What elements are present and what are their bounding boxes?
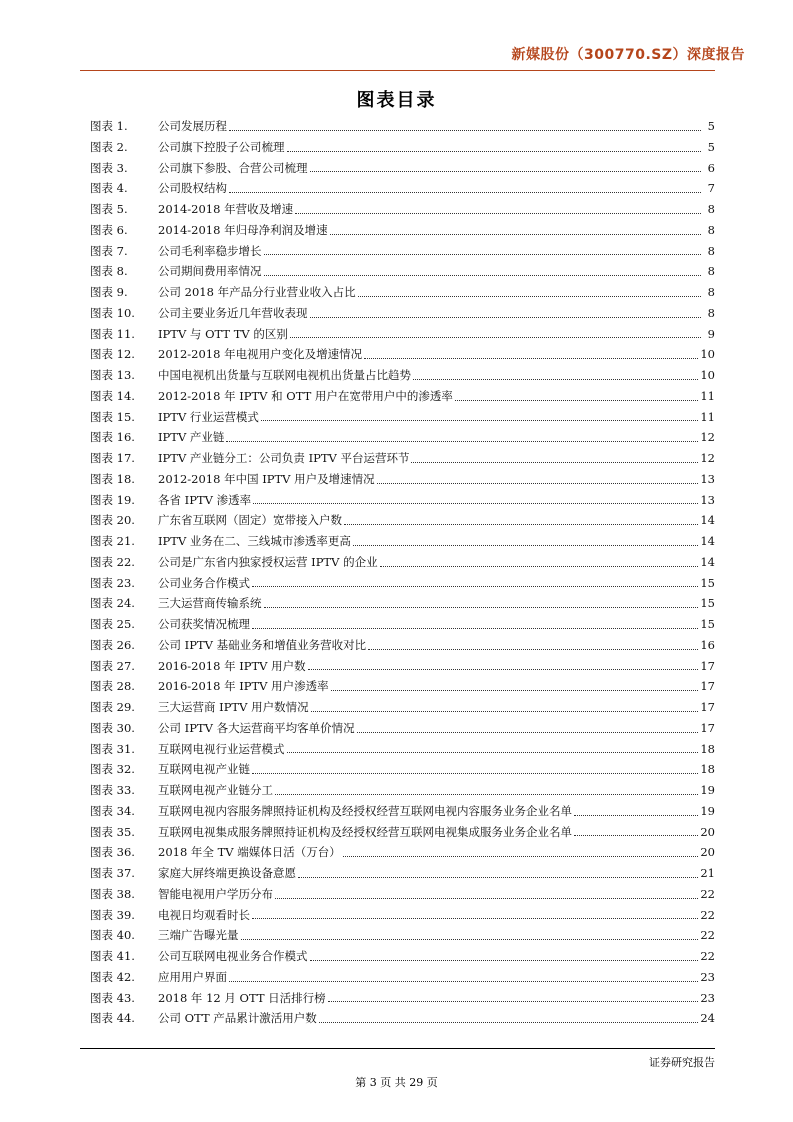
toc-entry[interactable]: [90, 324, 715, 345]
toc-entry-leader: [298, 877, 698, 878]
toc-entry-leader: [229, 981, 698, 982]
toc-entry-leader: [368, 649, 698, 650]
toc-entry-label: 图表 30.: [90, 720, 135, 735]
toc-entry-page: 18: [700, 741, 715, 756]
toc-entry-page: 19: [700, 783, 715, 797]
toc-entry-page: 8: [707, 202, 715, 216]
toc-entry-leader: [455, 400, 698, 401]
toc-entry-label: 图表 5.: [90, 202, 128, 216]
toc-entry[interactable]: [90, 884, 715, 905]
toc-entry-title: 公司获奖情况梳理: [158, 617, 250, 631]
toc-entry-leader: [287, 151, 702, 152]
toc-entry-title: 公司业务合作模式: [158, 575, 250, 590]
toc-entry-title: 公司期间费用率情况: [158, 264, 262, 279]
toc-entry-page: 12: [700, 451, 715, 465]
toc-entry-title: 电视日均观看时长: [158, 907, 250, 922]
toc-entry-label: 图表 24.: [90, 596, 135, 611]
toc-entry-leader: [264, 275, 702, 276]
toc-entry-title: 公司股权结构: [158, 181, 227, 196]
toc-entry-title: 2012-2018 年中国 IPTV 用户及增速情况: [158, 471, 375, 486]
toc-entry[interactable]: [90, 469, 715, 490]
toc-entry-title: 2012-2018 年 IPTV 和 OTT 用户在宽带用户中的渗透率: [158, 388, 453, 403]
toc-entry[interactable]: [90, 614, 715, 635]
toc-entry-title: 家庭大屏终端更换设备意愿: [158, 866, 296, 880]
toc-entry-title: 互联网电视产业链分工: [158, 783, 273, 797]
toc-entry-label: 图表 20.: [90, 513, 135, 528]
toc-entry-leader: [330, 234, 701, 235]
toc-entry-title: 2016-2018 年 IPTV 用户数: [158, 658, 306, 673]
toc-entry-title: 三端广告曝光量: [158, 928, 239, 943]
footer-divider: [80, 1048, 715, 1049]
toc-entry[interactable]: [90, 427, 715, 448]
toc-entry-title: 公司毛利率稳步增长: [158, 243, 262, 258]
toc-entry-page: 20: [700, 824, 715, 839]
toc-entry-leader: [295, 213, 701, 214]
toc-entry-page: 17: [700, 679, 715, 694]
toc-entry-title: IPTV 产业链: [158, 430, 225, 445]
toc-entry-title: 2018 年 12 月 OTT 日活排行榜: [158, 990, 326, 1005]
toc-entry-page: 5: [707, 119, 715, 133]
toc-entry-label: 图表 25.: [90, 617, 135, 631]
footer-page-number: 第 3 页 共 29 页: [355, 1076, 438, 1089]
toc-entry-title: 2012-2018 年电视用户变化及增速情况: [158, 347, 363, 362]
toc-entry-leader: [310, 171, 702, 172]
toc-entry-title: 公司旗下控股子公司梳理: [158, 139, 285, 154]
toc-entry-label: 图表 2.: [90, 139, 128, 154]
toc-entry-leader: [261, 420, 698, 421]
toc-entry[interactable]: [90, 282, 715, 303]
toc-entry-title: 应用用户界面: [158, 969, 227, 984]
toc-entry-leader: [413, 379, 698, 380]
toc-entry[interactable]: [90, 137, 715, 158]
toc-entry-title: 智能电视用户学历分布: [158, 886, 273, 901]
toc-entry-page: 17: [700, 720, 715, 735]
toc-entry-page: 8: [707, 285, 715, 299]
toc-entry-leader: [226, 441, 698, 442]
toc-entry-label: 图表 6.: [90, 222, 128, 237]
toc-entry-label: 图表 12.: [90, 347, 135, 362]
toc-entry-leader: [290, 337, 701, 338]
toc-entry-page: 6: [707, 160, 715, 175]
toc-entry-title: 公司 OTT 产品累计激活用户数: [158, 1011, 317, 1026]
toc-entry[interactable]: [90, 718, 715, 739]
toc-entry-page: 8: [707, 264, 715, 279]
toc-entry-label: 图表 15.: [90, 409, 135, 424]
toc-entry-page: 13: [700, 492, 715, 507]
toc-entry-label: 图表 8.: [90, 264, 128, 279]
toc-entry[interactable]: [90, 407, 715, 428]
toc-entry[interactable]: [90, 842, 715, 863]
toc-entry[interactable]: [90, 988, 715, 1009]
toc-entry-page: 21: [700, 866, 715, 880]
toc-entry-page: 24: [700, 1011, 715, 1026]
toc-entry-leader: [308, 669, 699, 670]
toc-entry-label: 图表 33.: [90, 783, 135, 797]
toc-entry-label: 图表 11.: [90, 326, 135, 341]
toc-entry-title: IPTV 与 OTT TV 的区别: [158, 326, 288, 341]
toc-entry-label: 图表 22.: [90, 554, 135, 569]
toc-entry[interactable]: [90, 573, 715, 594]
toc-entry[interactable]: [90, 490, 715, 511]
toc-entry-page: 11: [700, 388, 715, 403]
toc-entry-page: 23: [700, 969, 715, 984]
toc-entry-page: 16: [700, 637, 715, 652]
toc-entry-label: 图表 31.: [90, 741, 135, 756]
toc-entry-page: 14: [700, 513, 715, 528]
toc-entry-label: 图表 34.: [90, 803, 135, 818]
toc-entry[interactable]: [90, 1008, 715, 1029]
toc-entry-leader: [310, 317, 702, 318]
toc-entry-page: 22: [700, 928, 715, 943]
toc-entry-title: IPTV 产业链分工：公司负责 IPTV 平台运营环节: [158, 451, 410, 465]
toc-entry-page: 17: [700, 658, 715, 673]
toc-entry-label: 图表 43.: [90, 990, 135, 1005]
toc-entry-label: 图表 13.: [90, 368, 135, 382]
toc-entry[interactable]: [90, 739, 715, 760]
toc-entry-leader: [328, 1001, 699, 1002]
toc-entry[interactable]: [90, 178, 715, 199]
toc-entry[interactable]: [90, 759, 715, 780]
toc-entry-leader: [344, 524, 698, 525]
toc-entry-title: 互联网电视行业运营模式: [158, 741, 285, 756]
toc-entry-label: 图表 35.: [90, 824, 135, 839]
toc-entry[interactable]: [90, 946, 715, 967]
toc-entry-leader: [264, 254, 702, 255]
toc-entry-leader: [353, 545, 698, 546]
toc-entry[interactable]: [90, 552, 715, 573]
toc-entry[interactable]: [90, 822, 715, 843]
toc-entry-page: 15: [700, 596, 715, 611]
toc-entry-title: 公司旗下参股、合营公司梳理: [158, 160, 308, 175]
toc-entry-label: 图表 38.: [90, 886, 135, 901]
toc-entry[interactable]: [90, 925, 715, 946]
toc-entry-title: IPTV 行业运营模式: [158, 409, 259, 424]
toc-entry-page: 17: [700, 700, 715, 714]
toc-entry-leader: [275, 898, 698, 899]
toc-entry-title: 中国电视机出货量与互联网电视机出货量占比趋势: [158, 368, 411, 382]
toc-entry-label: 图表 41.: [90, 949, 135, 963]
toc-entry-leader: [287, 752, 699, 753]
toc-entry-label: 图表 19.: [90, 492, 135, 507]
toc-entry-leader: [411, 462, 698, 463]
toc-entry-label: 图表 7.: [90, 243, 128, 258]
toc-entry[interactable]: [90, 116, 715, 137]
toc-entry-leader: [574, 835, 698, 836]
toc-entry[interactable]: [90, 593, 715, 614]
toc-entry-page: 9: [707, 326, 715, 341]
toc-entry[interactable]: [90, 303, 715, 324]
toc-entry-title: 公司主要业务近几年营收表现: [158, 305, 308, 320]
toc-entry-label: 图表 27.: [90, 658, 135, 673]
toc-entry[interactable]: [90, 697, 715, 718]
toc-entry-leader: [229, 130, 701, 131]
toc-entry-page: 14: [700, 554, 715, 569]
toc-entry-label: 图表 4.: [90, 181, 128, 196]
toc-entry[interactable]: [90, 863, 715, 884]
toc-entry[interactable]: [90, 365, 715, 386]
toc-entry[interactable]: [90, 199, 715, 220]
toc-entry[interactable]: [90, 656, 715, 677]
report-header-title: 新媒股份（300770.SZ）深度报告: [511, 47, 745, 63]
toc-entry-page: 13: [700, 471, 715, 486]
toc-entry-label: 图表 37.: [90, 866, 135, 880]
toc-list: [90, 116, 715, 1029]
toc-entry-page: 23: [700, 990, 715, 1005]
toc-entry-title: 公司发展历程: [158, 119, 227, 133]
toc-entry-page: 22: [700, 949, 715, 963]
toc-entry-title: 2014-2018 年营收及增速: [158, 202, 294, 216]
toc-entry-title: 公司 IPTV 基础业务和增值业务营收对比: [158, 637, 367, 652]
toc-entry[interactable]: [90, 158, 715, 179]
toc-entry-page: 19: [700, 803, 715, 818]
toc-title: 图表目录: [356, 90, 437, 111]
toc-entry-label: 图表 40.: [90, 928, 135, 943]
toc-entry-leader: [380, 566, 699, 567]
toc-entry-leader: [252, 586, 698, 587]
toc-entry-leader: [229, 192, 701, 193]
toc-entry-label: 图表 9.: [90, 285, 128, 299]
toc-entry-title: IPTV 业务在二、三线城市渗透率更高: [158, 534, 351, 548]
toc-entry-page: 20: [700, 845, 715, 860]
toc-entry-label: 图表 39.: [90, 907, 135, 922]
toc-entry-label: 图表 17.: [90, 451, 135, 465]
toc-entry-page: 15: [700, 575, 715, 590]
toc-entry-label: 图表 42.: [90, 969, 135, 984]
toc-entry-label: 图表 29.: [90, 700, 135, 714]
toc-entry-leader: [264, 607, 699, 608]
toc-entry-leader: [311, 711, 699, 712]
toc-entry-page: 7: [707, 181, 715, 196]
toc-entry[interactable]: [90, 386, 715, 407]
toc-entry-page: 8: [707, 222, 715, 237]
toc-entry[interactable]: [90, 635, 715, 656]
toc-entry-label: 图表 16.: [90, 430, 135, 445]
toc-entry-label: 图表 3.: [90, 160, 128, 175]
toc-entry-label: 图表 26.: [90, 637, 135, 652]
toc-entry-label: 图表 1.: [90, 119, 128, 133]
toc-entry-title: 三大运营商 IPTV 用户数情况: [158, 700, 309, 714]
toc-entry[interactable]: [90, 241, 715, 262]
toc-entry-leader: [331, 690, 699, 691]
toc-entry-label: 图表 18.: [90, 471, 135, 486]
toc-entry-leader: [377, 483, 699, 484]
toc-entry-title: 互联网电视集成服务牌照持证机构及经授权经营互联网电视集成服务业务企业名单: [158, 824, 572, 839]
toc-entry-label: 图表 10.: [90, 305, 135, 320]
toc-entry-page: 14: [700, 534, 715, 548]
toc-entry-leader: [319, 1022, 699, 1023]
toc-entry-leader: [358, 296, 701, 297]
toc-entry-leader: [253, 503, 698, 504]
toc-entry-leader: [343, 856, 699, 857]
toc-entry-title: 三大运营商传输系统: [158, 596, 262, 611]
toc-entry-page: 8: [707, 305, 715, 320]
toc-entry[interactable]: [90, 448, 715, 469]
toc-entry-title: 公司 2018 年产品分行业营业收入占比: [158, 285, 356, 299]
toc-entry[interactable]: [90, 220, 715, 241]
toc-entry-page: 11: [700, 409, 715, 424]
toc-entry[interactable]: [90, 801, 715, 822]
footer-report-type: 证券研究报告: [649, 1056, 715, 1069]
toc-entry-leader: [310, 960, 699, 961]
toc-entry-label: 图表 14.: [90, 388, 135, 403]
header-divider: [80, 70, 715, 71]
toc-entry-page: 10: [700, 368, 715, 382]
toc-entry-title: 2018 年全 TV 端媒体日活（万台）: [158, 845, 341, 860]
toc-entry-page: 18: [700, 762, 715, 777]
toc-entry-leader: [574, 815, 698, 816]
toc-entry-leader: [252, 773, 698, 774]
toc-entry-title: 公司互联网电视业务合作模式: [158, 949, 308, 963]
toc-entry-label: 图表 36.: [90, 845, 135, 860]
toc-entry-leader: [364, 358, 698, 359]
toc-entry-page: 12: [700, 430, 715, 445]
toc-entry-title: 互联网电视内容服务牌照持证机构及经授权经营互联网电视内容服务业务企业名单: [158, 803, 572, 818]
toc-entry[interactable]: [90, 905, 715, 926]
toc-entry[interactable]: [90, 780, 715, 801]
toc-entry[interactable]: [90, 344, 715, 365]
toc-entry-page: 22: [700, 907, 715, 922]
toc-entry-page: 10: [700, 347, 715, 362]
toc-entry-leader: [275, 794, 698, 795]
toc-entry-label: 图表 32.: [90, 762, 135, 777]
toc-entry-title: 互联网电视产业链: [158, 762, 250, 777]
toc-entry-leader: [241, 939, 699, 940]
toc-entry-page: 5: [707, 139, 715, 154]
toc-entry[interactable]: [90, 967, 715, 988]
toc-entry[interactable]: [90, 510, 715, 531]
toc-entry-title: 2016-2018 年 IPTV 用户渗透率: [158, 679, 329, 694]
toc-entry-label: 图表 28.: [90, 679, 135, 694]
toc-entry-leader: [252, 628, 698, 629]
toc-entry-page: 15: [700, 617, 715, 631]
toc-entry-label: 图表 44.: [90, 1011, 135, 1026]
toc-entry-label: 图表 23.: [90, 575, 135, 590]
toc-entry-page: 8: [707, 243, 715, 258]
toc-entry-title: 各省 IPTV 渗透率: [158, 492, 252, 507]
toc-entry[interactable]: [90, 531, 715, 552]
toc-entry-page: 22: [700, 886, 715, 901]
toc-entry-leader: [357, 732, 699, 733]
toc-entry[interactable]: [90, 676, 715, 697]
toc-entry-title: 公司 IPTV 各大运营商平均客单价情况: [158, 720, 355, 735]
toc-entry[interactable]: [90, 261, 715, 282]
toc-entry-title: 2014-2018 年归母净利润及增速: [158, 222, 328, 237]
toc-entry-leader: [252, 918, 698, 919]
toc-entry-title: 公司是广东省内独家授权运营 IPTV 的企业: [158, 554, 378, 569]
toc-entry-title: 广东省互联网（固定）宽带接入户数: [158, 513, 342, 528]
toc-entry-label: 图表 21.: [90, 534, 135, 548]
